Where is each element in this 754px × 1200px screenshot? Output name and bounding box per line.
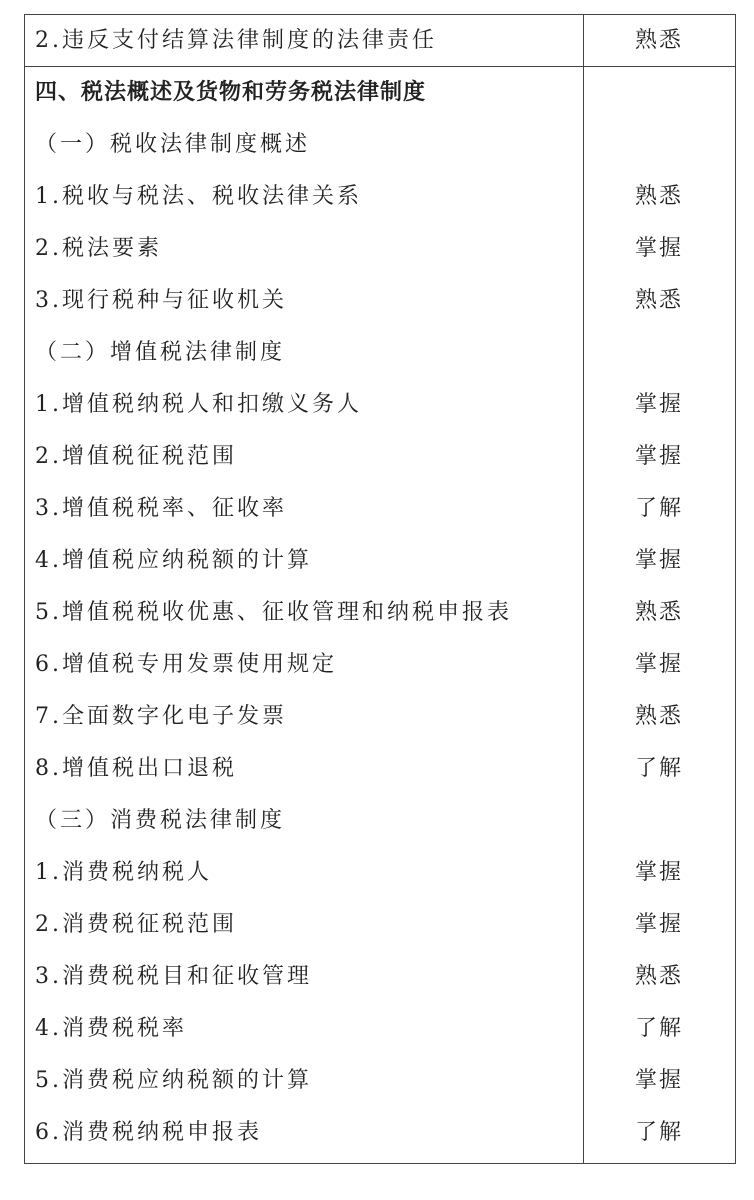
row-topic: 2.消费税征税范围 [35, 912, 237, 937]
table-row [25, 639, 735, 691]
subsection-row [25, 795, 735, 847]
row-level: 掌握 [634, 652, 683, 677]
row-topic: 5.增值税税收优惠、征收管理和纳税申报表 [35, 600, 512, 625]
row-level: 了解 [634, 1120, 683, 1145]
row-level: 了解 [634, 756, 683, 781]
row-level: 熟悉 [634, 704, 683, 729]
table-row [25, 275, 735, 327]
row-topic: 5.消费税应纳税额的计算 [35, 1068, 312, 1093]
row-topic: 3.增值税税率、征收率 [35, 496, 287, 521]
row-level: 了解 [634, 496, 683, 521]
row-topic: 4.消费税税率 [35, 1016, 187, 1041]
row-level: 掌握 [634, 236, 683, 261]
row-level: 掌握 [634, 860, 683, 885]
row-topic: 1.消费税纳税人 [35, 860, 212, 885]
table-row [25, 743, 735, 795]
row-topic: 1.增值税纳税人和扣缴义务人 [35, 392, 362, 417]
section-heading-row [25, 67, 735, 119]
table-row [25, 847, 735, 899]
table-row [25, 1003, 735, 1055]
table-row [25, 223, 735, 275]
row-topic: 2.增值税征税范围 [35, 444, 237, 469]
table-row [25, 15, 735, 67]
row-level [583, 327, 735, 379]
table-row [25, 691, 735, 743]
row-level: 掌握 [634, 1068, 683, 1093]
row-topic: 4.增值税应纳税额的计算 [35, 548, 312, 573]
syllabus-table [24, 14, 736, 1164]
row-level: 掌握 [634, 912, 683, 937]
table-row [25, 1055, 735, 1107]
table-row [25, 1107, 735, 1159]
table-row [25, 587, 735, 639]
row-topic: 6.增值税专用发票使用规定 [35, 652, 337, 677]
row-level: 熟悉 [634, 28, 683, 53]
row-topic: 3.消费税税目和征收管理 [35, 964, 312, 989]
row-level: 掌握 [634, 392, 683, 417]
table-row [25, 899, 735, 951]
table-row [25, 535, 735, 587]
table-row [25, 951, 735, 1003]
subsection-row [25, 119, 735, 171]
subsection-title: （二）增值税法律制度 [35, 340, 286, 365]
row-level: 熟悉 [634, 184, 683, 209]
row-level [583, 67, 735, 119]
row-level: 熟悉 [634, 600, 683, 625]
row-topic: 2.税法要素 [35, 236, 162, 261]
table-row [25, 379, 735, 431]
row-level: 掌握 [634, 444, 683, 469]
subsection-row [25, 327, 735, 379]
row-level [583, 119, 735, 171]
row-level: 熟悉 [634, 964, 683, 989]
row-topic: 7.全面数字化电子发票 [35, 704, 287, 729]
row-level: 熟悉 [634, 288, 683, 313]
subsection-title: （三）消费税法律制度 [35, 808, 286, 833]
row-topic: 6.消费税纳税申报表 [35, 1120, 262, 1145]
row-topic: 8.增值税出口退税 [35, 756, 237, 781]
row-level [583, 795, 735, 847]
table-row [25, 171, 735, 223]
row-topic: 3.现行税种与征收机关 [35, 288, 287, 313]
row-level: 了解 [634, 1016, 683, 1041]
row-topic: 2.违反支付结算法律制度的法律责任 [35, 28, 437, 53]
table-row [25, 431, 735, 483]
table-row [25, 483, 735, 535]
row-topic: 1.税收与税法、税收法律关系 [35, 184, 362, 209]
subsection-title: （一）税收法律制度概述 [35, 132, 311, 157]
row-level: 掌握 [634, 548, 683, 573]
section-heading: 四、税法概述及货物和劳务税法律制度 [35, 80, 427, 105]
